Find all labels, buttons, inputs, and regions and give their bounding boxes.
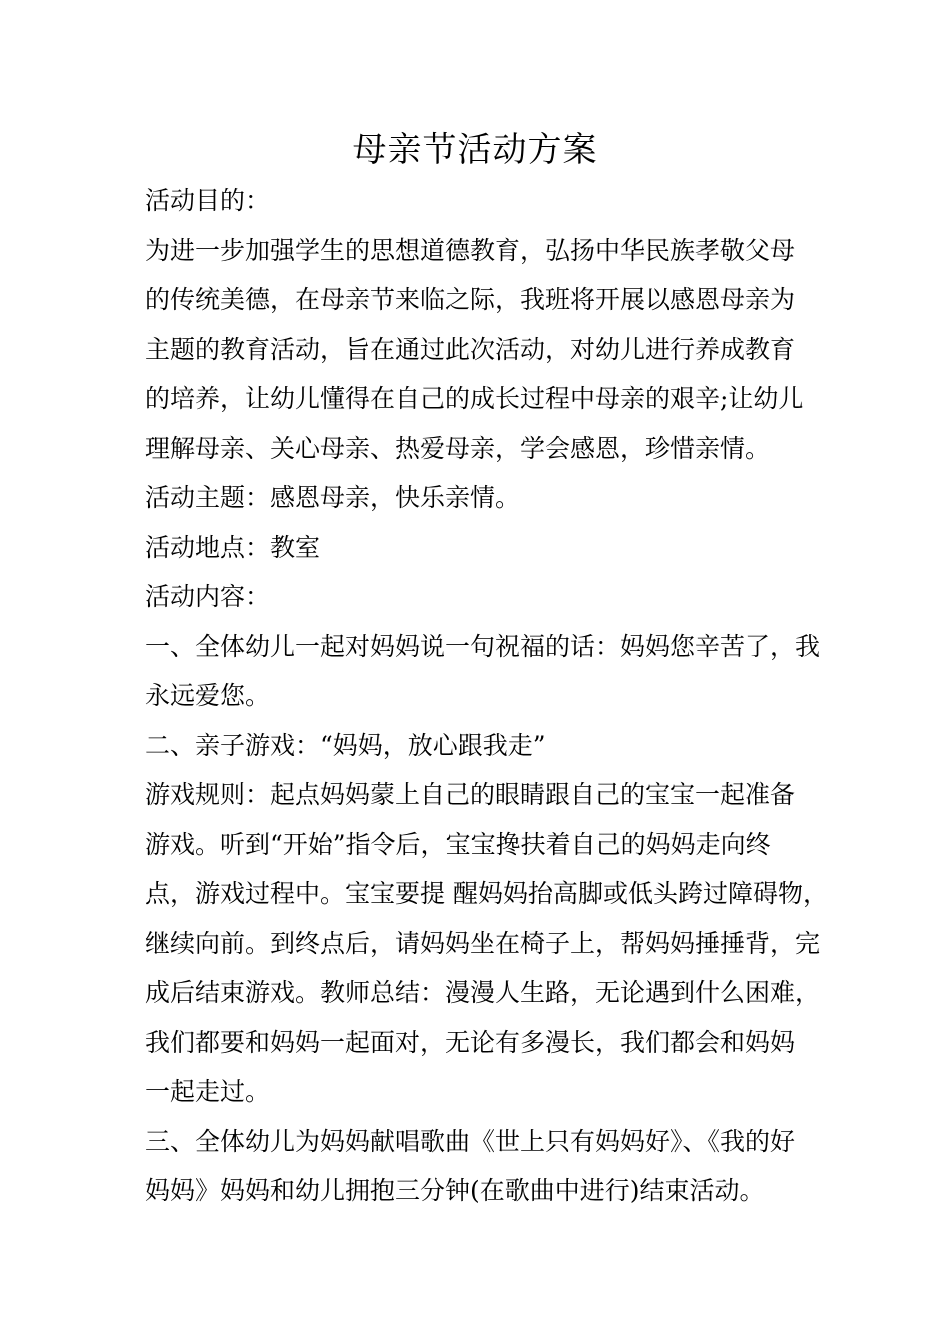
text-line: 活动内容：	[145, 582, 271, 611]
text-line: 一、全体幼儿一起对妈妈说一句祝福的话：妈妈您辛苦了，我	[145, 631, 821, 661]
text-line: 的传统美德，在母亲节来临之际，我班将开展以感恩母亲为	[145, 285, 796, 314]
activity-theme	[145, 473, 825, 523]
text-line: 理解母亲、关心母亲、热爱母亲，学会感恩，珍惜亲情。	[145, 433, 771, 463]
purpose-heading	[145, 176, 825, 226]
content-item-1	[145, 622, 825, 721]
content-heading	[145, 572, 825, 622]
content-item-2	[145, 721, 825, 771]
text-line: 点，游戏过程中。宝宝要提 醒妈妈抬高脚或低头跨过障碍物，	[145, 879, 828, 908]
text-line: 游戏。听到“开始”指令后，宝宝搀扶着自己的妈妈走向终	[145, 829, 771, 859]
purpose-text	[145, 226, 825, 474]
text-line: 我们都要和妈妈一起面对，无论有多漫长，我们都会和妈妈	[145, 1027, 796, 1057]
text-line: 活动主题：感恩母亲，快乐亲情。	[145, 483, 521, 512]
text-line: 游戏规则：起点妈妈蒙上自己的眼睛跟自己的宝宝一起准备	[145, 780, 796, 809]
text-line: 一起走过。	[145, 1077, 271, 1106]
document-title: 母亲节活动方案	[352, 130, 598, 170]
text-line: 二、亲子游戏：“妈妈，放心跟我走”	[145, 730, 546, 760]
text-line: 的培养，让幼儿懂得在自己的成长过程中母亲的艰辛;让幼儿	[145, 384, 804, 413]
content-item-3	[145, 1117, 825, 1216]
game-rules	[145, 770, 828, 1117]
text-line: 活动地点：教室	[145, 532, 321, 562]
text-line: 三、全体幼儿为妈妈献唱歌曲《世上只有妈妈好》、《我的好	[145, 1126, 796, 1156]
text-line: 妈妈》妈妈和幼儿拥抱三分钟(在歌曲中进行)结束活动。	[145, 1176, 765, 1205]
text-line: 主题的教育活动，旨在通过此次活动，对幼儿进行养成教育	[145, 334, 796, 364]
document-body	[145, 176, 828, 1216]
text-line: 继续向前。到终点后，请妈妈坐在椅子上，帮妈妈捶捶背，完	[145, 928, 821, 958]
activity-location	[145, 523, 825, 573]
text-line: 为进一步加强学生的思想道德教育，弘扬中华民族孝敬父母	[145, 235, 796, 265]
text-line: 活动目的：	[145, 186, 271, 215]
text-line: 永远爱您。	[145, 681, 271, 710]
text-line: 成后结束游戏。教师总结：漫漫人生路，无论遇到什么困难，	[145, 978, 821, 1007]
